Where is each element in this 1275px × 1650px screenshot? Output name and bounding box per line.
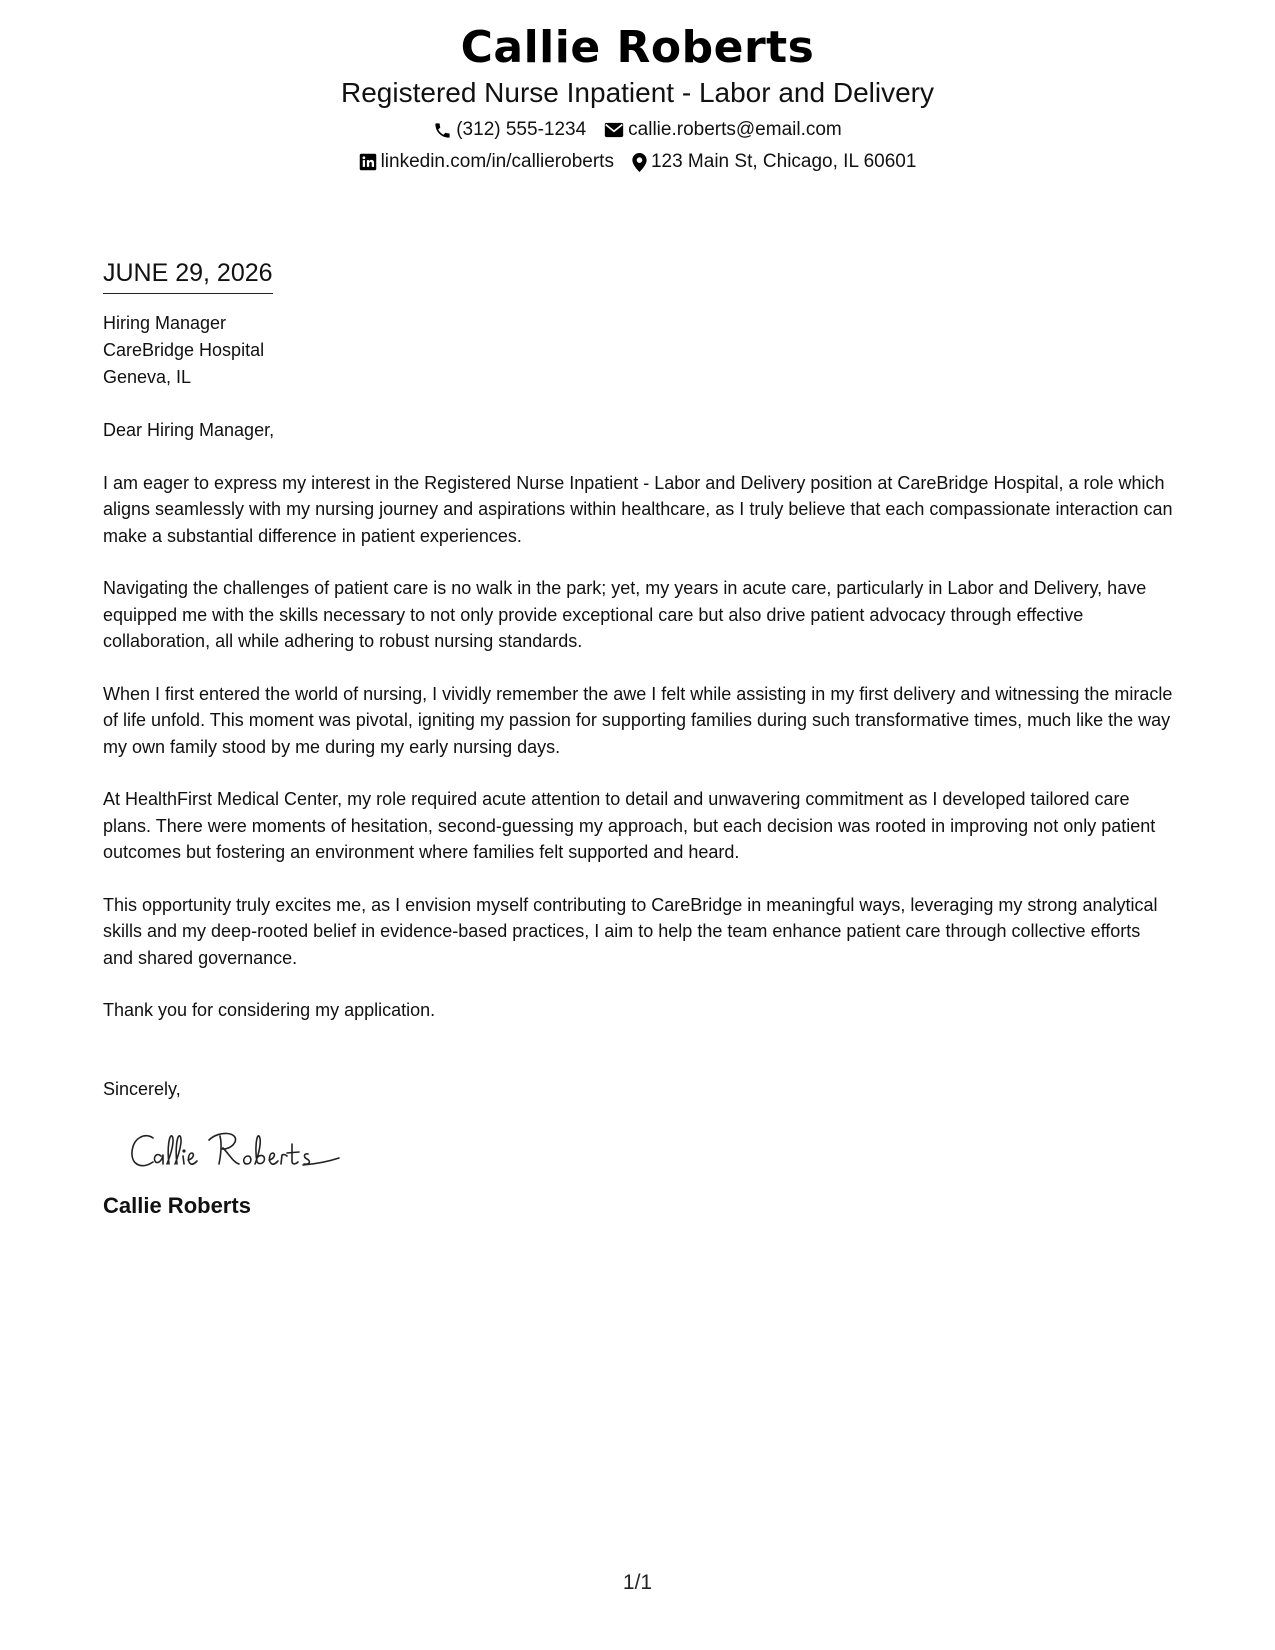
handwritten-signature [127, 1124, 347, 1180]
linkedin-icon [359, 153, 377, 171]
letter-header [0, 22, 1275, 174]
phone-number: (312) 555-1234 [456, 119, 587, 140]
recipient-line: Geneva, IL [103, 367, 192, 387]
salutation: Dear Hiring Manager, [103, 420, 275, 440]
signoff: Sincerely, [103, 1078, 181, 1099]
email-contact [604, 118, 842, 142]
linkedin-url: linkedin.com/in/callieroberts [380, 151, 614, 172]
address-contact [632, 150, 916, 174]
job-title: Registered Nurse Inpatient - Labor and Delivery [341, 77, 934, 108]
recipient-block [103, 310, 1173, 391]
recipient-line: Hiring Manager [103, 313, 227, 333]
letter-body [103, 258, 1173, 1220]
body-paragraph: I am eager to express my interest in the Registered Nurse Inpatient - Labor and Delivery position at CareBridge Hospital, a role which aligns seamlessly with my nursing journey and aspirations within healthcare, as I truly believe that each compassionate interaction can make a substantial difference in patient experiences. [103, 472, 1173, 546]
body-paragraph: When I first entered the world of nursing, I vividly remember the awe I felt while assisting in my first delivery and witnessing the miracle of life unfold. This moment was pivotal, igniting my passion for supporting families during such transformative times, much like the way my own family stood by me during my early nursing days. [103, 683, 1173, 757]
applicant-name: Callie Roberts [460, 22, 815, 73]
email-address: callie.roberts@email.com [628, 119, 842, 140]
closing-line: Thank you for considering my application. [103, 1000, 436, 1020]
body-paragraph: This opportunity truly excites me, as I envision myself contributing to CareBridge in meaningful ways, leveraging my strong analytical skills and my deep-rooted belief in evidence-based practices, I aim to help the team enhance patient care through collective efforts and shared governance. [103, 894, 1158, 968]
phone-contact [433, 118, 586, 142]
body-paragraph: At HealthFirst Medical Center, my role required acute attention to detail and unwavering commitment as I developed tailored care plans. There were moments of hesitation, second-guessing my approach, but each decision was rooted in improving not only patient outcomes but fostering an environment where families felt supported and heard. [103, 789, 1156, 862]
contact-row-2 [0, 150, 1275, 174]
signer-name: Callie Roberts [103, 1193, 251, 1218]
linkedin-contact [359, 150, 614, 174]
recipient-line: CareBridge Hospital [103, 340, 265, 360]
letter-date: JUNE 29, 2026 [103, 258, 273, 294]
body-paragraph: Navigating the challenges of patient care is no walk in the park; yet, my years in acute care, particularly in Labor and Delivery, have equipped me with the skills necessary to not only provide exceptional care but also drive patient advocacy through effective collaboration, all while adhering to robust nursing standards. [103, 578, 1147, 651]
contact-row-1 [0, 118, 1275, 142]
page-number: 1/1 [622, 1571, 653, 1594]
envelope-icon [604, 122, 624, 138]
phone-icon [433, 121, 452, 140]
map-pin-icon [632, 153, 647, 172]
street-address: 123 Main St, Chicago, IL 60601 [650, 151, 917, 172]
